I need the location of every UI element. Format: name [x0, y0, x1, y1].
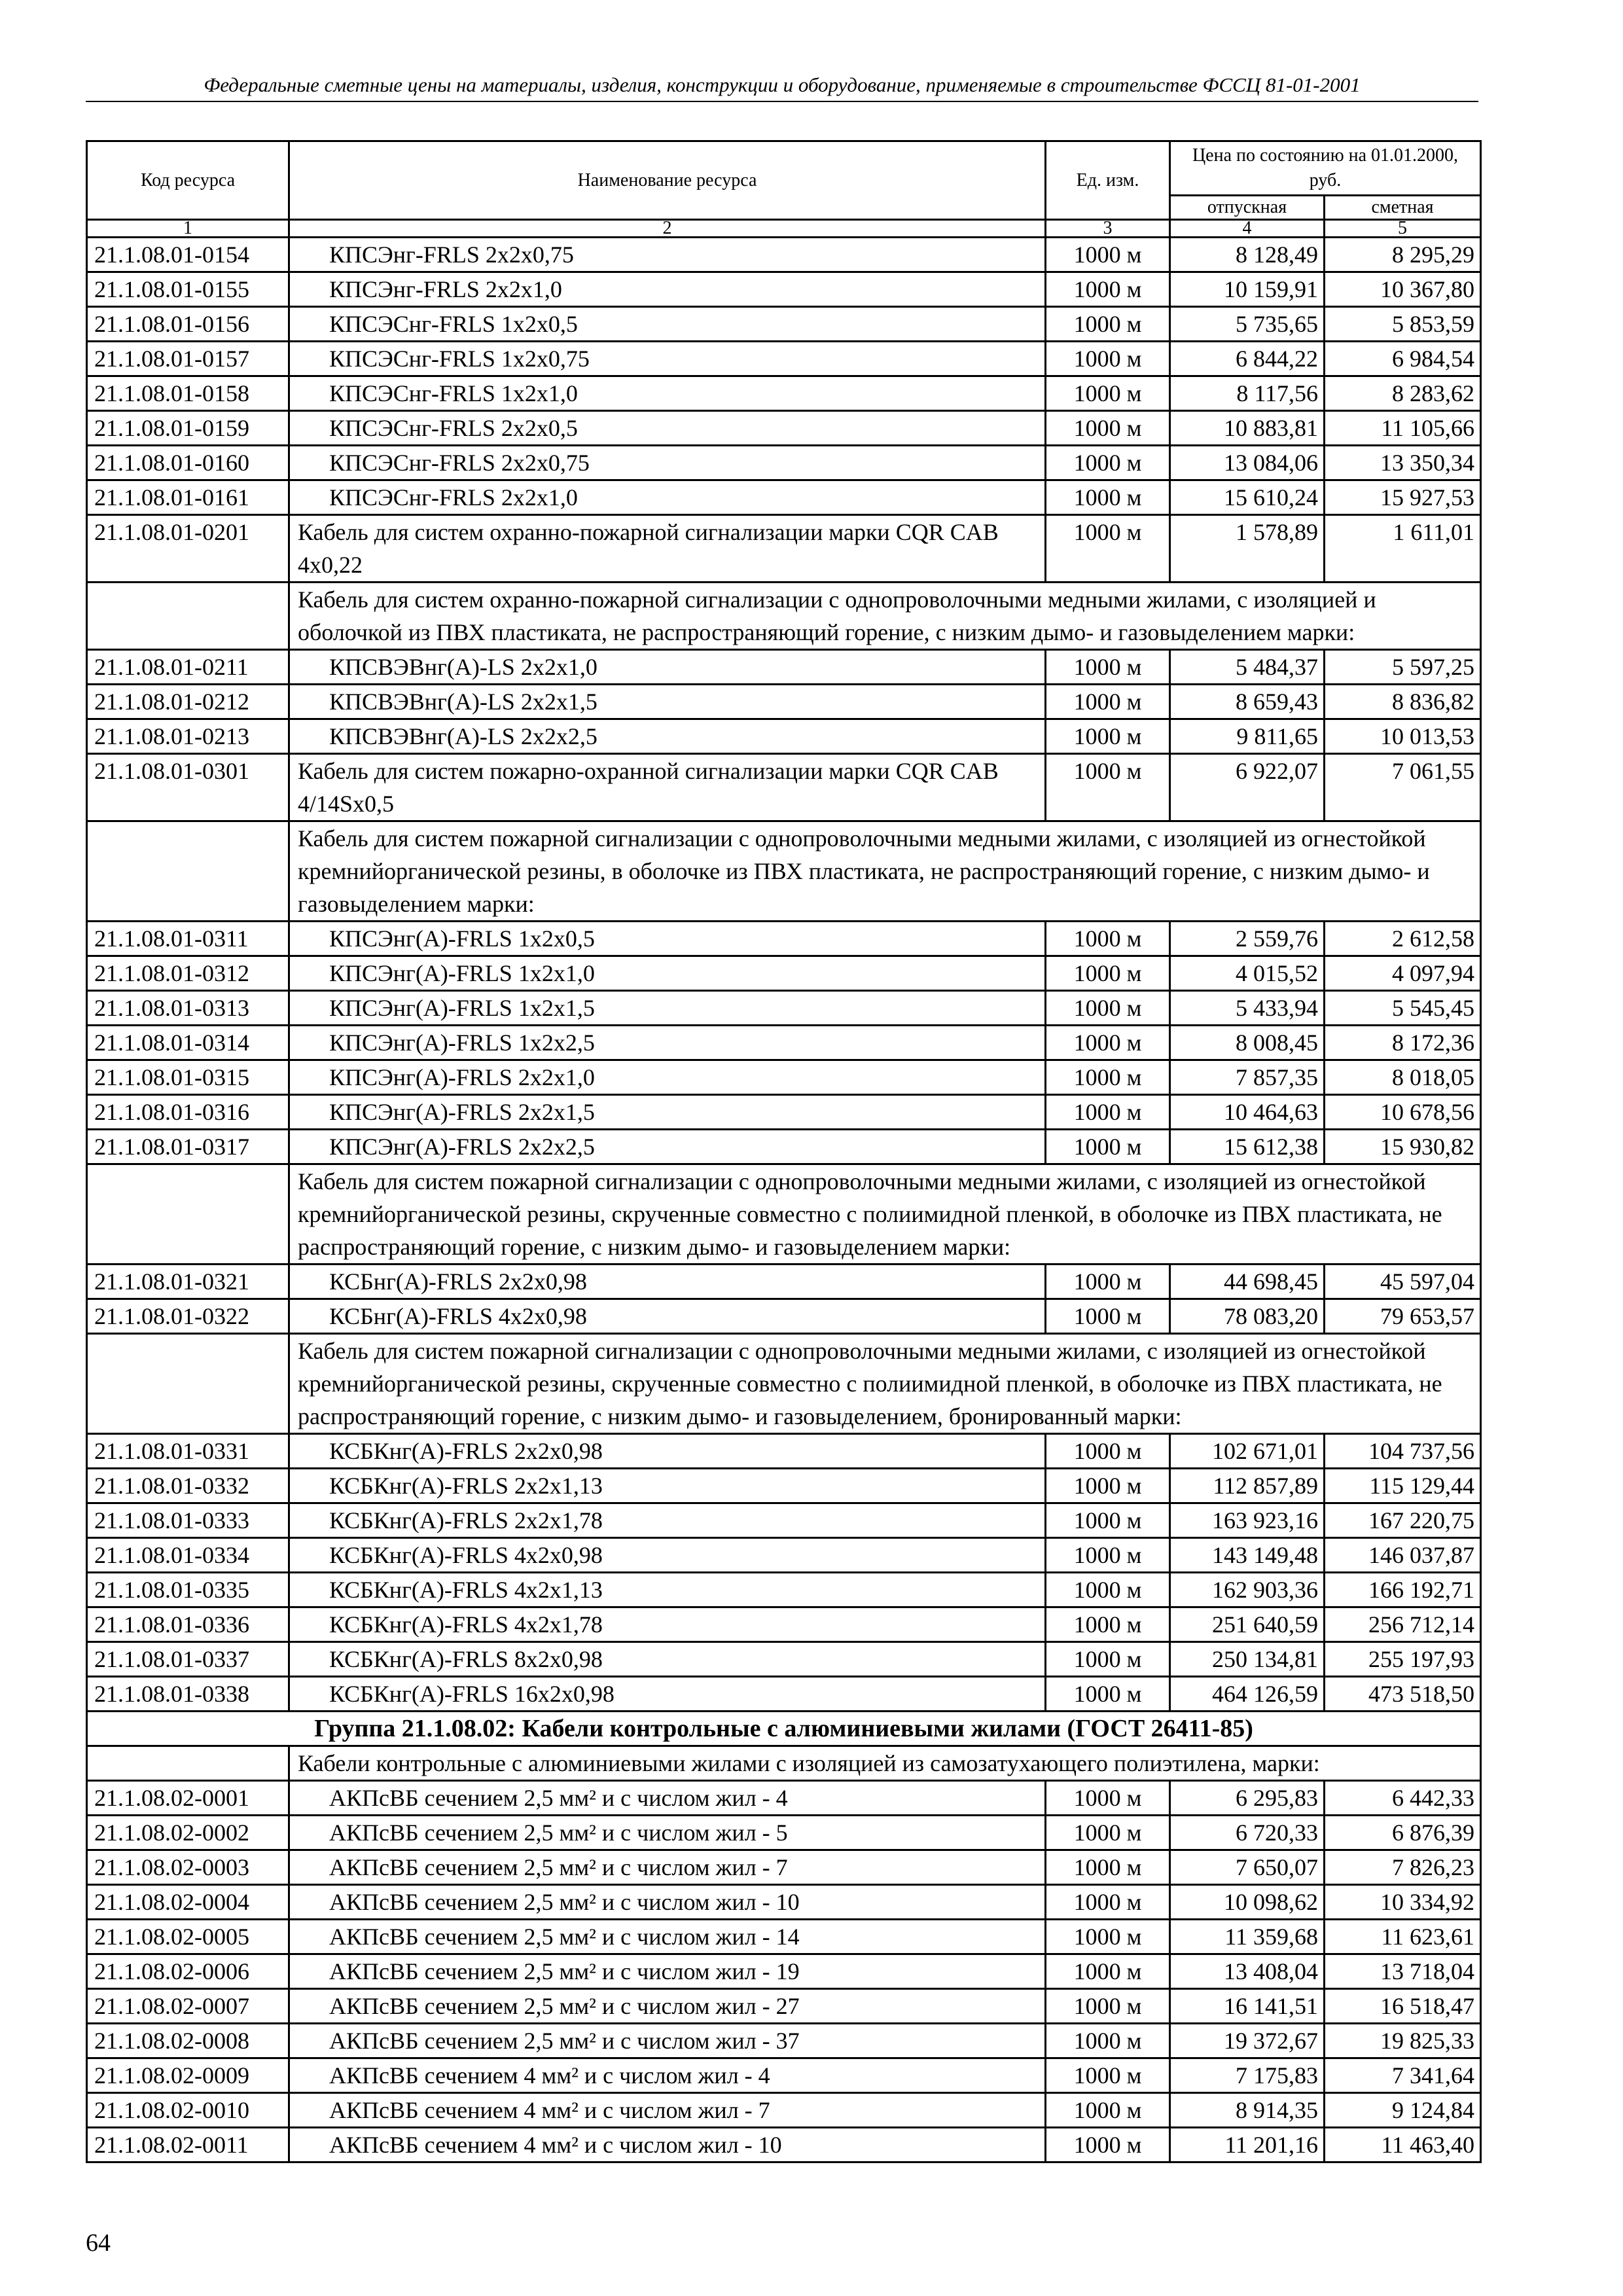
- resource-code: 21.1.08.01-0158: [87, 376, 289, 411]
- resource-code: 21.1.08.02-0004: [87, 1885, 289, 1920]
- resource-code: 21.1.08.01-0201: [87, 515, 289, 583]
- estimate-price: 5 545,45: [1325, 991, 1481, 1026]
- resource-name: КСБКнг(А)-FRLS 4х2х1,13: [289, 1573, 1046, 1607]
- estimate-price: 11 463,40: [1325, 2128, 1481, 2162]
- estimate-price: 256 712,14: [1325, 1607, 1481, 1642]
- resource-name: КСБнг(А)-FRLS 4х2х0,98: [289, 1299, 1046, 1334]
- column-number: 4: [1170, 220, 1325, 238]
- group-description: Кабели контрольные с алюминиевыми жилами с изоляцией из самозатухающего полиэтилена, марки:: [289, 1746, 1481, 1781]
- estimate-price: 11 623,61: [1325, 1920, 1481, 1954]
- release-price: 251 640,59: [1170, 1607, 1325, 1642]
- resource-code: 21.1.08.01-0311: [87, 922, 289, 956]
- estimate-price: 2 612,58: [1325, 922, 1481, 956]
- unit: 1000 м: [1046, 1920, 1170, 1954]
- release-price: 10 464,63: [1170, 1095, 1325, 1130]
- release-price: 9 811,65: [1170, 719, 1325, 754]
- resource-name: АКПсВБ сечением 2,5 мм² и с числом жил - 4: [289, 1781, 1046, 1816]
- table-row: [87, 1469, 1481, 1503]
- estimate-price: 6 984,54: [1325, 342, 1481, 376]
- release-price: 143 149,48: [1170, 1538, 1325, 1573]
- release-price: 10 159,91: [1170, 272, 1325, 307]
- release-price: 163 923,16: [1170, 1503, 1325, 1538]
- estimate-price: 9 124,84: [1325, 2093, 1481, 2128]
- group-description: Кабель для систем охранно-пожарной сигнализации с однопроволочными медными жилами, с изоляцией и оболочкой из ПВХ пластиката, не распространяющий горение, с низким дымо- и газовыделением марки:: [289, 583, 1481, 650]
- running-header: Федеральные сметные цены на материалы, изделия, конструкции и оборудование, применяемые в строительстве ФССЦ 81-01-2001: [86, 73, 1478, 102]
- unit: 1000 м: [1046, 1989, 1170, 2024]
- resource-code: 21.1.08.01-0333: [87, 1503, 289, 1538]
- header-name: Наименование ресурса: [289, 141, 1046, 220]
- unit: 1000 м: [1046, 2128, 1170, 2162]
- unit: 1000 м: [1046, 650, 1170, 685]
- resource-name: АКПсВБ сечением 2,5 мм² и с числом жил - 27: [289, 1989, 1046, 2024]
- resource-name: АКПсВБ сечением 2,5 мм² и с числом жил - 14: [289, 1920, 1046, 1954]
- unit: 1000 м: [1046, 1299, 1170, 1334]
- resource-code: 21.1.08.01-0159: [87, 411, 289, 446]
- description-row: [87, 1334, 1481, 1434]
- release-price: 5 484,37: [1170, 650, 1325, 685]
- estimate-price: 10 013,53: [1325, 719, 1481, 754]
- unit: 1000 м: [1046, 1095, 1170, 1130]
- table-row: [87, 1538, 1481, 1573]
- resource-code: 21.1.08.01-0322: [87, 1299, 289, 1334]
- resource-code: 21.1.08.01-0313: [87, 991, 289, 1026]
- resource-code: 21.1.08.01-0317: [87, 1130, 289, 1164]
- release-price: 15 610,24: [1170, 480, 1325, 515]
- resource-code: 21.1.08.01-0338: [87, 1677, 289, 1712]
- estimate-price: 146 037,87: [1325, 1538, 1481, 1573]
- release-price: 8 128,49: [1170, 238, 1325, 272]
- resource-code: 21.1.08.02-0003: [87, 1850, 289, 1885]
- unit: 1000 м: [1046, 480, 1170, 515]
- resource-name: КПСЭСнг-FRLS 2х2х0,75: [289, 446, 1046, 480]
- release-price: 6 720,33: [1170, 1816, 1325, 1850]
- table-row: [87, 1299, 1481, 1334]
- estimate-price: 104 737,56: [1325, 1434, 1481, 1469]
- table-row: [87, 2093, 1481, 2128]
- column-number: 2: [289, 220, 1046, 238]
- release-price: 19 372,67: [1170, 2024, 1325, 2058]
- table-row: [87, 1434, 1481, 1469]
- unit: 1000 м: [1046, 1538, 1170, 1573]
- resource-code: 21.1.08.01-0157: [87, 342, 289, 376]
- unit: 1000 м: [1046, 1573, 1170, 1607]
- release-price: 8 914,35: [1170, 2093, 1325, 2128]
- estimate-price: 473 518,50: [1325, 1677, 1481, 1712]
- release-price: 7 650,07: [1170, 1850, 1325, 1885]
- unit: 1000 м: [1046, 1469, 1170, 1503]
- table-row: [87, 1816, 1481, 1850]
- release-price: 250 134,81: [1170, 1642, 1325, 1677]
- release-price: 44 698,45: [1170, 1265, 1325, 1299]
- estimate-price: 115 129,44: [1325, 1469, 1481, 1503]
- table-row: [87, 1954, 1481, 1989]
- table-row: [87, 480, 1481, 515]
- estimate-price: 5 597,25: [1325, 650, 1481, 685]
- unit: 1000 м: [1046, 1816, 1170, 1850]
- resource-code: 21.1.08.01-0301: [87, 754, 289, 821]
- group-heading-row: [87, 1712, 1481, 1746]
- empty-code-cell: [87, 821, 289, 922]
- resource-name: КПСЭСнг-FRLS 1х2х0,5: [289, 307, 1046, 342]
- column-number: 5: [1325, 220, 1481, 238]
- release-price: 11 359,68: [1170, 1920, 1325, 1954]
- resource-name: КПСЭнг(А)-FRLS 1х2х1,5: [289, 991, 1046, 1026]
- estimate-price: 167 220,75: [1325, 1503, 1481, 1538]
- resource-code: 21.1.08.02-0010: [87, 2093, 289, 2128]
- table-row: [87, 685, 1481, 719]
- table-row: [87, 411, 1481, 446]
- table-row: [87, 719, 1481, 754]
- resource-name: КПСЭнг(А)-FRLS 2х2х1,5: [289, 1095, 1046, 1130]
- table-row: [87, 1781, 1481, 1816]
- header-unit: Ед. изм.: [1046, 141, 1170, 220]
- table-row: [87, 1130, 1481, 1164]
- release-price: 11 201,16: [1170, 2128, 1325, 2162]
- estimate-price: 8 295,29: [1325, 238, 1481, 272]
- table-row: [87, 1095, 1481, 1130]
- unit: 1000 м: [1046, 1885, 1170, 1920]
- resource-name: КСБнг(А)-FRLS 2х2х0,98: [289, 1265, 1046, 1299]
- unit: 1000 м: [1046, 1677, 1170, 1712]
- release-price: 10 883,81: [1170, 411, 1325, 446]
- estimate-price: 166 192,71: [1325, 1573, 1481, 1607]
- unit: 1000 м: [1046, 376, 1170, 411]
- resource-name: КПСВЭВнг(А)-LS 2х2х1,5: [289, 685, 1046, 719]
- table-row: [87, 376, 1481, 411]
- table-row: [87, 650, 1481, 685]
- header-code: Код ресурса: [87, 141, 289, 220]
- resource-code: 21.1.08.01-0336: [87, 1607, 289, 1642]
- resource-name: АКПсВБ сечением 2,5 мм² и с числом жил - 37: [289, 2024, 1046, 2058]
- table-row: [87, 2024, 1481, 2058]
- release-price: 7 857,35: [1170, 1060, 1325, 1095]
- estimate-price: 7 341,64: [1325, 2058, 1481, 2093]
- resource-code: 21.1.08.02-0001: [87, 1781, 289, 1816]
- release-price: 13 408,04: [1170, 1954, 1325, 1989]
- unit: 1000 м: [1046, 238, 1170, 272]
- resource-code: 21.1.08.01-0316: [87, 1095, 289, 1130]
- release-price: 6 295,83: [1170, 1781, 1325, 1816]
- resource-name: КПСЭСнг-FRLS 2х2х0,5: [289, 411, 1046, 446]
- unit: 1000 м: [1046, 956, 1170, 991]
- resource-name: Кабель для систем пожарно-охранной сигнализации марки CQR CAB 4/14Sx0,5: [289, 754, 1046, 821]
- unit: 1000 м: [1046, 515, 1170, 583]
- column-number: 1: [87, 220, 289, 238]
- table-row: [87, 922, 1481, 956]
- resource-code: 21.1.08.01-0155: [87, 272, 289, 307]
- resource-name: АКПсВБ сечением 4 мм² и с числом жил - 10: [289, 2128, 1046, 2162]
- resource-name: КПСЭСнг-FRLS 2х2х1,0: [289, 480, 1046, 515]
- table-row: [87, 1920, 1481, 1954]
- estimate-price: 19 825,33: [1325, 2024, 1481, 2058]
- release-price: 6 844,22: [1170, 342, 1325, 376]
- unit: 1000 м: [1046, 2024, 1170, 2058]
- resource-name: КСБКнг(А)-FRLS 4х2х1,78: [289, 1607, 1046, 1642]
- description-row: [87, 1746, 1481, 1781]
- table-row: [87, 1026, 1481, 1060]
- header-row: [87, 141, 1481, 196]
- estimate-price: 7 826,23: [1325, 1850, 1481, 1885]
- estimate-price: 6 876,39: [1325, 1816, 1481, 1850]
- unit: 1000 м: [1046, 754, 1170, 821]
- table-row: [87, 238, 1481, 272]
- resource-code: 21.1.08.02-0009: [87, 2058, 289, 2093]
- unit: 1000 м: [1046, 1026, 1170, 1060]
- estimate-price: 10 678,56: [1325, 1095, 1481, 1130]
- release-price: 78 083,20: [1170, 1299, 1325, 1334]
- resource-code: 21.1.08.02-0005: [87, 1920, 289, 1954]
- estimate-price: 8 018,05: [1325, 1060, 1481, 1095]
- resource-code: 21.1.08.02-0007: [87, 1989, 289, 2024]
- resource-code: 21.1.08.01-0154: [87, 238, 289, 272]
- description-row: [87, 1164, 1481, 1265]
- resource-name: АКПсВБ сечением 4 мм² и с числом жил - 7: [289, 2093, 1046, 2128]
- unit: 1000 м: [1046, 1130, 1170, 1164]
- resource-name: КПСВЭВнг(А)-LS 2х2х2,5: [289, 719, 1046, 754]
- resource-code: 21.1.08.01-0314: [87, 1026, 289, 1060]
- table-row: [87, 446, 1481, 480]
- resource-name: КСБКнг(А)-FRLS 4х2х0,98: [289, 1538, 1046, 1573]
- unit: 1000 м: [1046, 272, 1170, 307]
- resource-code: 21.1.08.01-0334: [87, 1538, 289, 1573]
- resource-name: КПСЭСнг-FRLS 1х2х0,75: [289, 342, 1046, 376]
- unit: 1000 м: [1046, 1607, 1170, 1642]
- estimate-price: 6 442,33: [1325, 1781, 1481, 1816]
- unit: 1000 м: [1046, 1060, 1170, 1095]
- empty-code-cell: [87, 583, 289, 650]
- table-row: [87, 1850, 1481, 1885]
- table-row: [87, 1060, 1481, 1095]
- estimate-price: 10 334,92: [1325, 1885, 1481, 1920]
- resource-name: КПСВЭВнг(А)-LS 2х2х1,0: [289, 650, 1046, 685]
- estimate-price: 5 853,59: [1325, 307, 1481, 342]
- resource-code: 21.1.08.01-0315: [87, 1060, 289, 1095]
- estimate-price: 16 518,47: [1325, 1989, 1481, 2024]
- estimate-price: 8 283,62: [1325, 376, 1481, 411]
- page-number: 64: [86, 2229, 111, 2257]
- estimate-price: 13 350,34: [1325, 446, 1481, 480]
- table-row: [87, 1642, 1481, 1677]
- resource-code: 21.1.08.01-0160: [87, 446, 289, 480]
- resource-name: КПСЭнг(А)-FRLS 1х2х0,5: [289, 922, 1046, 956]
- release-price: 102 671,01: [1170, 1434, 1325, 1469]
- release-price: 464 126,59: [1170, 1677, 1325, 1712]
- resource-name: КСБКнг(А)-FRLS 2х2х0,98: [289, 1434, 1046, 1469]
- estimate-price: 13 718,04: [1325, 1954, 1481, 1989]
- table-row: [87, 307, 1481, 342]
- table-row: [87, 754, 1481, 821]
- release-price: 7 175,83: [1170, 2058, 1325, 2093]
- column-number: 3: [1046, 220, 1170, 238]
- unit: 1000 м: [1046, 991, 1170, 1026]
- group-description: Кабель для систем пожарной сигнализации с однопроволочными медными жилами, с изоляцией из огнестойкой кремнийорганической резины, скрученные совместно с полиимидной пленкой, в оболочке из ПВХ пластиката, не распространяющий горение, с низким дымо- и газовыделением, бронированный марки:: [289, 1334, 1481, 1434]
- estimate-price: 7 061,55: [1325, 754, 1481, 821]
- resource-name: КПСЭнг(А)-FRLS 2х2х2,5: [289, 1130, 1046, 1164]
- release-price: 8 659,43: [1170, 685, 1325, 719]
- resource-name: КСБКнг(А)-FRLS 16х2х0,98: [289, 1677, 1046, 1712]
- table-row: [87, 956, 1481, 991]
- release-price: 4 015,52: [1170, 956, 1325, 991]
- empty-code-cell: [87, 1164, 289, 1265]
- resource-code: 21.1.08.01-0212: [87, 685, 289, 719]
- release-price: 15 612,38: [1170, 1130, 1325, 1164]
- release-price: 5 735,65: [1170, 307, 1325, 342]
- estimate-price: 8 172,36: [1325, 1026, 1481, 1060]
- release-price: 2 559,76: [1170, 922, 1325, 956]
- release-price: 1 578,89: [1170, 515, 1325, 583]
- unit: 1000 м: [1046, 1781, 1170, 1816]
- release-price: 8 117,56: [1170, 376, 1325, 411]
- group-description: Кабель для систем пожарной сигнализации с однопроволочными медными жилами, с изоляцией из огнестойкой кремнийорганической резины, скрученные совместно с полиимидной пленкой, в оболочке из ПВХ пластиката, не распространяющий горение, с низким дымо- и газовыделением марки:: [289, 1164, 1481, 1265]
- unit: 1000 м: [1046, 2093, 1170, 2128]
- empty-code-cell: [87, 1746, 289, 1781]
- estimate-price: 1 611,01: [1325, 515, 1481, 583]
- resource-name: КСБКнг(А)-FRLS 8х2х0,98: [289, 1642, 1046, 1677]
- table-row: [87, 1677, 1481, 1712]
- table-row: [87, 2058, 1481, 2093]
- resource-code: 21.1.08.02-0006: [87, 1954, 289, 1989]
- unit: 1000 м: [1046, 922, 1170, 956]
- table-body: [87, 238, 1481, 2162]
- table-row: [87, 1607, 1481, 1642]
- estimate-price: 15 930,82: [1325, 1130, 1481, 1164]
- resource-name: АКПсВБ сечением 2,5 мм² и с числом жил - 10: [289, 1885, 1046, 1920]
- estimate-price: 8 836,82: [1325, 685, 1481, 719]
- resource-name: КСБКнг(А)-FRLS 2х2х1,78: [289, 1503, 1046, 1538]
- column-number-row: [87, 220, 1481, 238]
- resource-name: КПСЭнг(А)-FRLS 2х2х1,0: [289, 1060, 1046, 1095]
- release-price: 8 008,45: [1170, 1026, 1325, 1060]
- resource-name: АКПсВБ сечением 2,5 мм² и с числом жил - 7: [289, 1850, 1046, 1885]
- description-row: [87, 583, 1481, 650]
- estimate-price: 15 927,53: [1325, 480, 1481, 515]
- unit: 1000 м: [1046, 1265, 1170, 1299]
- release-price: 10 098,62: [1170, 1885, 1325, 1920]
- resource-name: КПСЭнг-FRLS 2х2х0,75: [289, 238, 1046, 272]
- resource-code: 21.1.08.01-0321: [87, 1265, 289, 1299]
- resource-name: АКПсВБ сечением 2,5 мм² и с числом жил - 19: [289, 1954, 1046, 1989]
- resource-name: КПСЭнг(А)-FRLS 1х2х2,5: [289, 1026, 1046, 1060]
- group-heading: Группа 21.1.08.02: Кабели контрольные с алюминиевыми жилами (ГОСТ 26411-85): [87, 1712, 1481, 1746]
- resource-name: КПСЭСнг-FRLS 1х2х1,0: [289, 376, 1046, 411]
- resource-name: КПСЭнг-FRLS 2х2х1,0: [289, 272, 1046, 307]
- unit: 1000 м: [1046, 342, 1170, 376]
- release-price: 162 903,36: [1170, 1573, 1325, 1607]
- resource-name: КСБКнг(А)-FRLS 2х2х1,13: [289, 1469, 1046, 1503]
- table-row: [87, 1885, 1481, 1920]
- estimate-price: 4 097,94: [1325, 956, 1481, 991]
- estimate-price: 45 597,04: [1325, 1265, 1481, 1299]
- table-row: [87, 991, 1481, 1026]
- price-table: [86, 140, 1482, 2163]
- table-row: [87, 515, 1481, 583]
- resource-code: 21.1.08.02-0011: [87, 2128, 289, 2162]
- estimate-price: 10 367,80: [1325, 272, 1481, 307]
- resource-name: Кабель для систем охранно-пожарной сигнализации марки CQR CAB 4x0,22: [289, 515, 1046, 583]
- resource-code: 21.1.08.01-0156: [87, 307, 289, 342]
- resource-name: КПСЭнг(А)-FRLS 1х2х1,0: [289, 956, 1046, 991]
- release-price: 5 433,94: [1170, 991, 1325, 1026]
- unit: 1000 м: [1046, 2058, 1170, 2093]
- table-row: [87, 1989, 1481, 2024]
- estimate-price: 11 105,66: [1325, 411, 1481, 446]
- resource-code: 21.1.08.01-0331: [87, 1434, 289, 1469]
- unit: 1000 м: [1046, 719, 1170, 754]
- resource-code: 21.1.08.01-0211: [87, 650, 289, 685]
- release-price: 112 857,89: [1170, 1469, 1325, 1503]
- resource-name: АКПсВБ сечением 4 мм² и с числом жил - 4: [289, 2058, 1046, 2093]
- release-price: 6 922,07: [1170, 754, 1325, 821]
- table-row: [87, 2128, 1481, 2162]
- resource-code: 21.1.08.01-0161: [87, 480, 289, 515]
- table-row: [87, 342, 1481, 376]
- unit: 1000 м: [1046, 446, 1170, 480]
- resource-name: АКПсВБ сечением 2,5 мм² и с числом жил - 5: [289, 1816, 1046, 1850]
- group-description: Кабель для систем пожарной сигнализации с однопроволочными медными жилами, с изоляцией из огнестойкой кремнийорганической резины, в оболочке из ПВХ пластиката, не распространяющий горение, с низким дымо- и газовыделением марки:: [289, 821, 1481, 922]
- unit: 1000 м: [1046, 411, 1170, 446]
- unit: 1000 м: [1046, 1850, 1170, 1885]
- estimate-price: 79 653,57: [1325, 1299, 1481, 1334]
- resource-code: 21.1.08.01-0332: [87, 1469, 289, 1503]
- resource-code: 21.1.08.01-0335: [87, 1573, 289, 1607]
- resource-code: 21.1.08.01-0337: [87, 1642, 289, 1677]
- resource-code: 21.1.08.02-0008: [87, 2024, 289, 2058]
- unit: 1000 м: [1046, 1954, 1170, 1989]
- estimate-price: 255 197,93: [1325, 1642, 1481, 1677]
- unit: 1000 м: [1046, 1503, 1170, 1538]
- unit: 1000 м: [1046, 685, 1170, 719]
- header-release-price: отпускная: [1170, 196, 1325, 220]
- release-price: 16 141,51: [1170, 1989, 1325, 2024]
- table-row: [87, 1265, 1481, 1299]
- description-row: [87, 821, 1481, 922]
- header-estimate-price: сметная: [1325, 196, 1481, 220]
- table-row: [87, 1573, 1481, 1607]
- unit: 1000 м: [1046, 1642, 1170, 1677]
- resource-code: 21.1.08.01-0312: [87, 956, 289, 991]
- table-row: [87, 1503, 1481, 1538]
- resource-code: 21.1.08.01-0213: [87, 719, 289, 754]
- header-price-group: Цена по состоянию на 01.01.2000, руб.: [1170, 141, 1481, 196]
- unit: 1000 м: [1046, 307, 1170, 342]
- unit: 1000 м: [1046, 1434, 1170, 1469]
- resource-code: 21.1.08.02-0002: [87, 1816, 289, 1850]
- empty-code-cell: [87, 1334, 289, 1434]
- table-row: [87, 272, 1481, 307]
- release-price: 13 084,06: [1170, 446, 1325, 480]
